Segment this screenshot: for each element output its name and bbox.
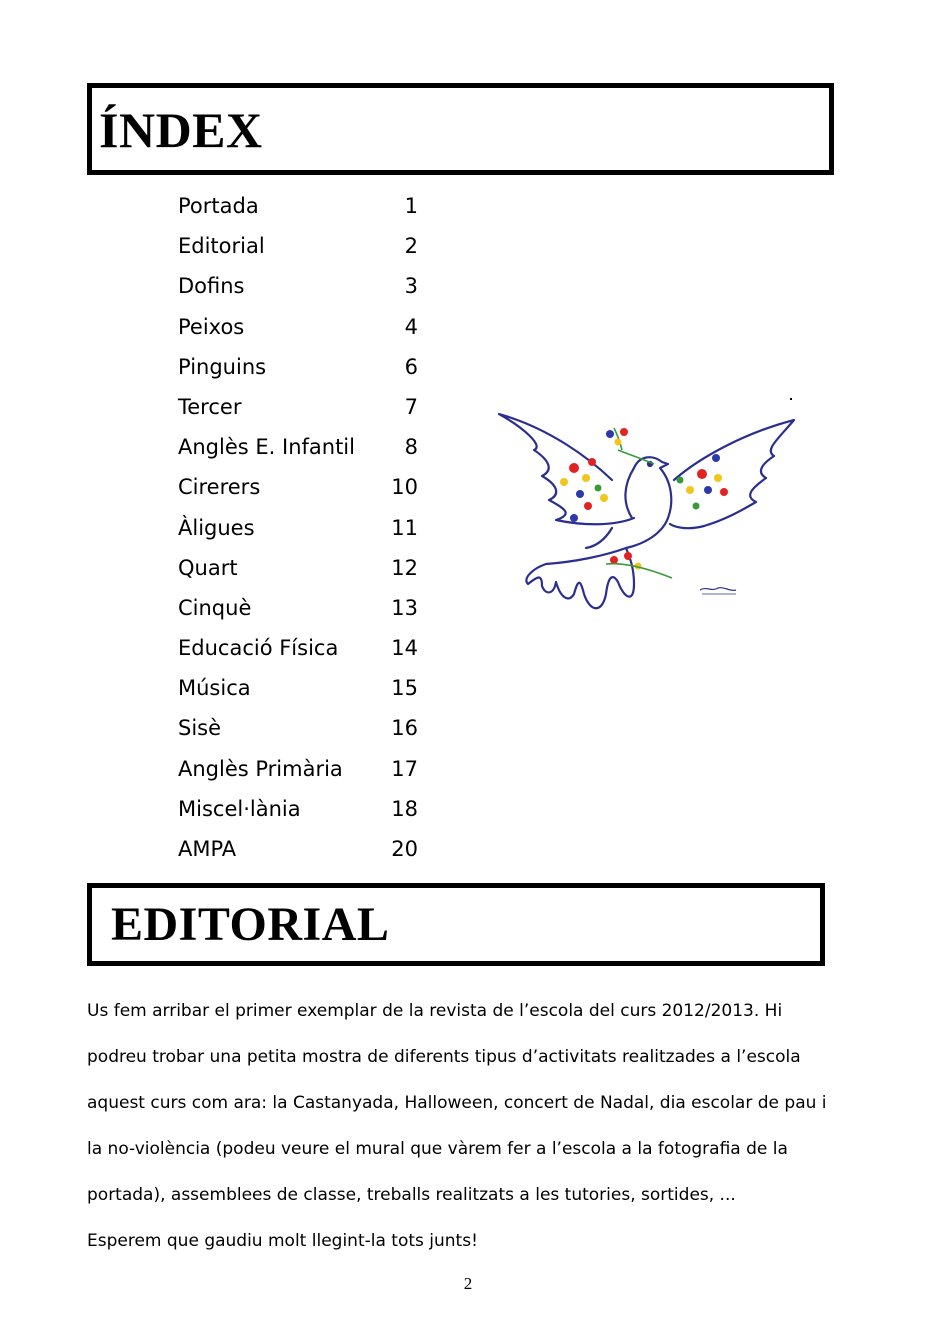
- toc-entry-label: Educació Física: [178, 636, 339, 661]
- toc-entry: [178, 632, 438, 672]
- toc-entry-page: 15: [391, 676, 418, 701]
- editorial-line: Us fem arribar el primer exemplar de la revista de l’escola del curs 2012/2013. Hi: [87, 1001, 783, 1021]
- toc-entry-page: 7: [404, 394, 418, 419]
- toc-entry: [178, 351, 438, 391]
- toc-entry-page: 17: [391, 756, 418, 781]
- toc-entry: [178, 793, 438, 833]
- toc-entry: [178, 190, 438, 230]
- dove-right-wing: [670, 420, 794, 528]
- toc-entry-label: Sisè: [178, 716, 222, 741]
- editorial-body: [87, 988, 847, 1264]
- toc-entry-label: Pinguins: [178, 354, 267, 379]
- toc-entry-page: 3: [404, 274, 418, 299]
- toc-entry: [178, 230, 438, 270]
- flowers-decoration: [560, 428, 728, 578]
- toc-entry-label: Portada: [178, 194, 259, 218]
- toc-entry-page: 10: [391, 475, 418, 500]
- editorial-line: podreu trobar una petita mostra de diferents tipus d’activitats realitzades a l’escola: [87, 1047, 801, 1067]
- toc-entry-label: Àligues: [178, 515, 255, 540]
- toc-entry: [178, 672, 438, 712]
- dove-tail: [526, 548, 634, 608]
- toc-entry-label: AMPA: [178, 837, 237, 861]
- toc-entry-label: Anglès Primària: [178, 756, 343, 781]
- page-number: 2: [463, 1274, 473, 1293]
- toc-entry-page: 13: [391, 595, 418, 620]
- toc-entry-page: 8: [404, 435, 418, 460]
- toc-entry-page: 1: [404, 194, 418, 218]
- toc-entry-page: 18: [391, 796, 418, 821]
- toc-entry: [178, 753, 438, 793]
- artist-signature: [700, 588, 736, 591]
- dove-left-wing: [499, 414, 634, 524]
- toc-entry-label: Peixos: [178, 314, 245, 339]
- toc-entry-label: Quart: [178, 555, 238, 580]
- toc-entry-label: Miscel·lània: [178, 796, 301, 821]
- index-title: ÍNDEX: [99, 102, 263, 158]
- toc-entry-page: 20: [391, 837, 418, 861]
- toc-entry-page: 2: [404, 234, 418, 259]
- toc-entry-page: 6: [404, 354, 418, 379]
- toc-entry-label: Dofins: [178, 274, 245, 299]
- index-title-box: [87, 83, 834, 175]
- toc-entry: [178, 833, 438, 873]
- editorial-title-box: [87, 883, 825, 966]
- toc-entry-label: Anglès E. Infantil: [178, 435, 355, 460]
- editorial-title: EDITORIAL: [111, 898, 390, 951]
- toc-entry-page: 4: [404, 314, 418, 339]
- editorial-line: Esperem que gaudiu molt llegint-la tots junts!: [87, 1231, 478, 1251]
- dove-of-peace-illustration: [494, 398, 804, 623]
- editorial-line: la no-violència (podeu veure el mural que vàrem fer a l’escola a la fotografia de la: [87, 1139, 788, 1159]
- toc-entry-page: 14: [391, 636, 418, 661]
- toc-entry-label: Editorial: [178, 234, 265, 259]
- toc-entry: [178, 311, 438, 351]
- toc-entry: [178, 592, 438, 632]
- toc-entry: [178, 512, 438, 552]
- toc-entry: [178, 391, 438, 431]
- editorial-line: portada), assemblees de classe, treballs realitzats a les tutories, sortides, ...: [87, 1185, 736, 1205]
- toc-entry-label: Música: [178, 676, 251, 701]
- table-of-contents: [178, 190, 438, 873]
- editorial-line: aquest curs com ara: la Castanyada, Halloween, concert de Nadal, dia escolar de pau i: [87, 1093, 827, 1113]
- toc-entry-label: Cirerers: [178, 475, 261, 500]
- toc-entry: [178, 552, 438, 592]
- toc-entry-page: 11: [391, 515, 418, 540]
- olive-branch: [614, 428, 654, 464]
- toc-entry: [178, 471, 438, 511]
- toc-entry: [178, 712, 438, 752]
- toc-entry: [178, 431, 438, 471]
- toc-entry-page: 12: [391, 555, 418, 580]
- toc-entry-label: Tercer: [178, 394, 242, 419]
- toc-entry-page: 16: [391, 716, 418, 741]
- toc-entry-label: Cinquè: [178, 595, 252, 620]
- toc-entry: [178, 270, 438, 310]
